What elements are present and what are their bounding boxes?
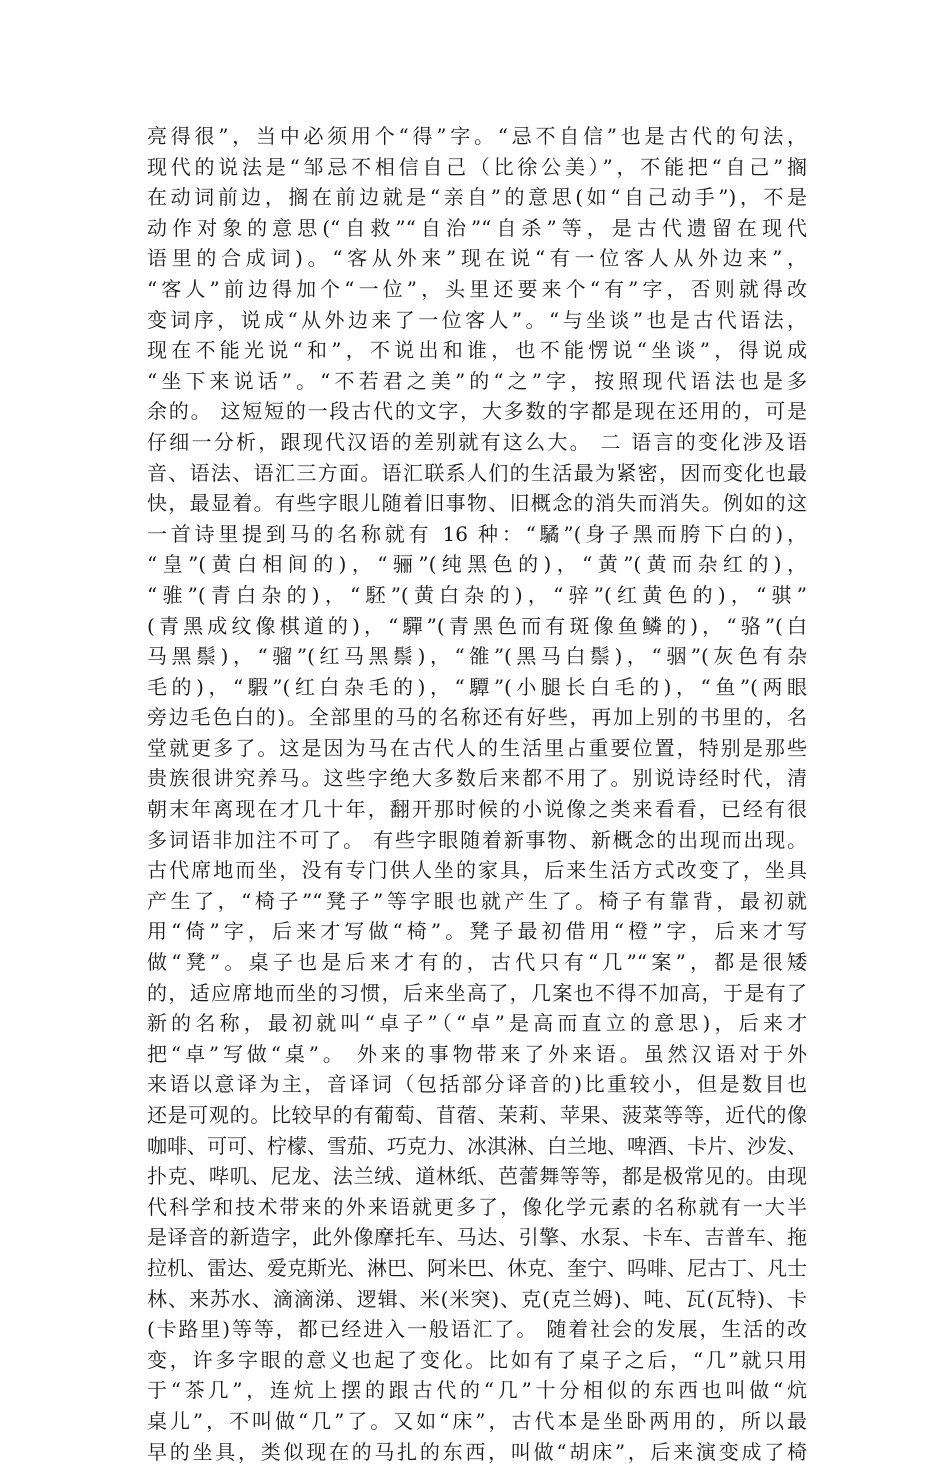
text-line: 一首诗里提到马的名称就有 16 种：“驈”(身子黑而胯下白的)， xyxy=(147,521,807,546)
text-line: “坐下来说话”。“不若君之美”的“之”字，按照现代语法也是多 xyxy=(147,368,807,393)
text-line: 新的名称，最初就叫“卓子”（“卓”是高而直立的意思)，后来才 xyxy=(147,1011,807,1036)
text-line: 是译音的新造字，此外像摩托车、马达、引擎、水泵、卡车、吉普车、拖 xyxy=(147,1225,807,1250)
text-line: 贵族很讲究养马。这些字绝大多数后来都不用了。别说诗经时代，清 xyxy=(147,766,807,791)
body-text xyxy=(147,121,807,1467)
text-line: 早的坐具，类似现在的马扎的东西，叫做“胡床”，后来演变成了椅 xyxy=(147,1439,807,1464)
text-line: 林、来苏水、滴滴涕、逻辑、米(米突)、克(克兰姆)、吨、瓦(瓦特)、卡 xyxy=(147,1286,807,1311)
text-line: 现代的说法是“邹忌不相信自己（比徐公美）”，不能把“自己”搁 xyxy=(147,154,807,179)
text-line: 现在不能光说“和”，不说出和谁，也不能愣说“坐谈”，得说成 xyxy=(147,338,807,363)
text-line: 动作对象的意思(“自救”“自治”“自杀”等，是古代遗留在现代 xyxy=(147,215,807,240)
text-line: “骓”(青白杂的)，“駓”(黄白杂的)，“骍”(红黄色的)，“骐” xyxy=(147,582,807,607)
text-line: “客人”前边得加个“一位”，头里还要来个“有”字，否则就得改 xyxy=(147,276,807,301)
text-line: 仔细一分析，跟现代汉语的差别就有这么大。 二 语言的变化涉及语 xyxy=(147,429,807,454)
text-line: 来语以意译为主，音译词（包括部分译音的)比重较小，但是数目也 xyxy=(147,1072,807,1097)
text-line: 扑克、哔叽、尼龙、法兰绒、道林纸、芭蕾舞等等，都是极常见的。由现 xyxy=(147,1164,807,1189)
text-line: 桌儿”，不叫做“几”了。又如“床”，古代本是坐卧两用的，所以最 xyxy=(147,1408,807,1433)
text-line: 堂就更多了。这是因为马在古代人的生活里占重要位置，特别是那些 xyxy=(147,735,807,760)
text-line: 多词语非加注不可了。 有些字眼随着新事物、新概念的出现而出现。 xyxy=(147,827,807,852)
text-line: 代科学和技术带来的外来语就更多了，像化学元素的名称就有一大半 xyxy=(147,1194,807,1219)
text-line: (卡路里)等等，都已经进入一般语汇了。 随着社会的发展，生活的改 xyxy=(147,1317,807,1342)
text-line: 余的。 这短短的一段古代的文字，大多数的字都是现在还用的，可是 xyxy=(147,399,807,424)
text-line: 于“茶几”，连炕上摆的跟古代的“几”十分相似的东西也叫做“炕 xyxy=(147,1378,807,1403)
text-line: 咖啡、可可、柠檬、雪茄、巧克力、冰淇淋、白兰地、啤酒、卡片、沙发、 xyxy=(147,1133,807,1158)
text-line: 做“凳”。桌子也是后来才有的，古代只有“几”“案”，都是很矮 xyxy=(147,950,807,975)
text-line: 产生了，“椅子”“凳子”等字眼也就产生了。椅子有靠背，最初就 xyxy=(147,888,807,913)
text-line: 音、语法、语汇三方面。语汇联系人们的生活最为紧密，因而变化也最 xyxy=(147,460,807,485)
text-line: (青黑成纹像棋道的)，“驒”(青黑色而有斑像鱼鳞的)，“骆”(白 xyxy=(147,613,807,638)
text-line: 变，许多字眼的意义也起了变化。比如有了桌子之后，“几”就只用 xyxy=(147,1347,807,1372)
text-line: 朝末年离现在才几十年，翻开那时候的小说像之类来看看，已经有很 xyxy=(147,797,807,822)
text-line: 语里的合成词)。“客从外来”现在说“有一位客人从外边来”， xyxy=(147,246,807,271)
text-line: 毛的)，“騢”(红白杂毛的)，“驔”(小腿长白毛的)，“鱼”(两眼 xyxy=(147,674,807,699)
text-line: 在动词前边，搁在前边就是“亲自”的意思(如“自己动手”)，不是 xyxy=(147,185,807,210)
text-line: 旁边毛色白的)。全部里的马的名称还有好些，再加上别的书里的，名 xyxy=(147,705,807,730)
text-line: 还是可观的。比较早的有葡萄、苜蓿、茉莉、苹果、菠菜等等，近代的像 xyxy=(147,1103,807,1127)
text-line: 古代席地而坐，没有专门供人坐的家具，后来生活方式改变了，坐具 xyxy=(147,858,807,883)
text-line: 快，最显着。有些字眼儿随着旧事物、旧概念的消失而消失。例如的这 xyxy=(147,491,807,516)
text-line: 的，适应席地而坐的习惯，后来坐高了，几案也不得不加高，于是有了 xyxy=(147,980,807,1005)
text-line: “皇”(黄白相间的)，“骊”(纯黑色的)，“黄”(黄而杂红的)， xyxy=(147,552,807,577)
text-line: 变词序，说成“从外边来了一位客人”。“与坐谈”也是古代语法， xyxy=(147,307,807,332)
text-line: 拉机、雷达、爱克斯光、淋巴、阿米巴、休克、奎宁、吗啡、尼古丁、凡士 xyxy=(147,1255,807,1280)
text-line: 用“倚”字，后来才写做“椅”。凳子最初借用“橙”字，后来才写 xyxy=(147,919,807,944)
text-line: 把“卓”写做“桌”。 外来的事物带来了外来语。虽然汉语对于外 xyxy=(147,1041,807,1066)
text-line: 亮得很”，当中必须用个“得”字。“忌不自信”也是古代的句法， xyxy=(147,124,807,148)
text-line: 马黑鬃)，“骝”(红马黑鬃)，“雒”(黑马白鬃)，“骃”(灰色有杂 xyxy=(147,644,807,669)
